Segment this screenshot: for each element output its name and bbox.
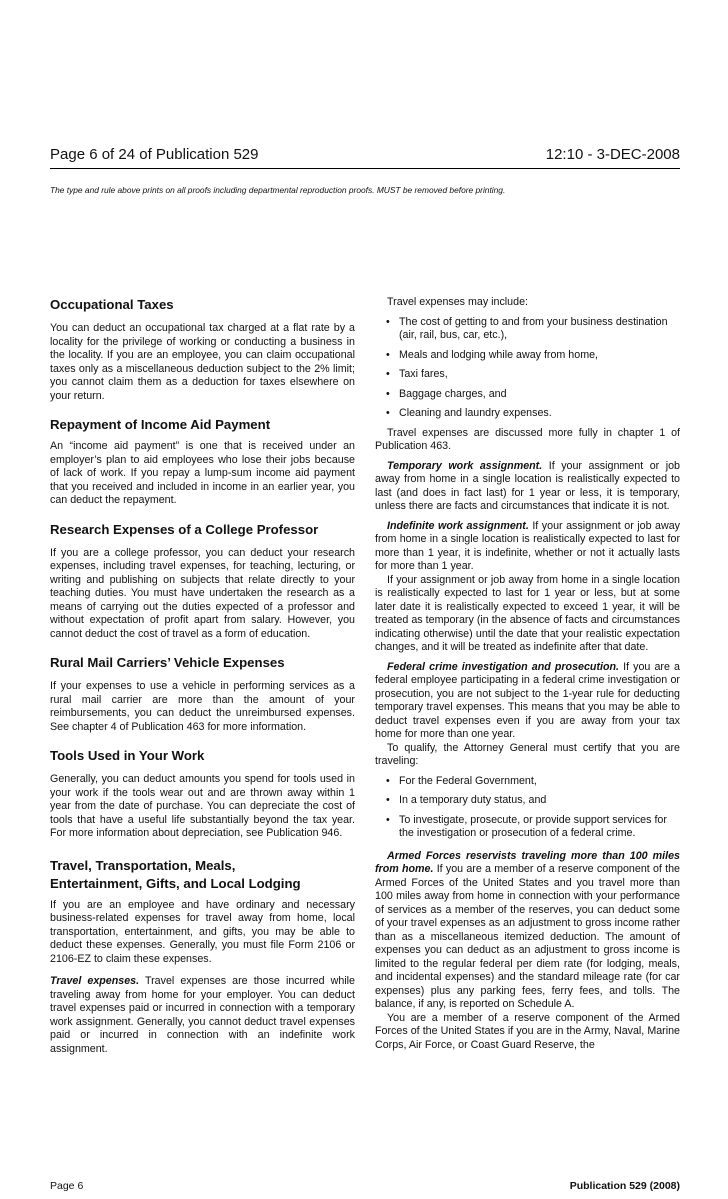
list-item: • Meals and lodging while away from home, [386,348,599,361]
footer-publication: Publication 529 (2008) [569,1180,680,1192]
travel-expenses-body: Travel expenses are those incurred while traveling away from home for your employer. You can deduct travel expenses paid or incurred in connection with a temporary work assignment. Generally, you cannot deduct travel expenses paid or incurred in connection with an indefinite work assignment. [50,975,355,1055]
indefinite-paragraph-2: If your assignment or job away from home in a single location is realistically expected to last for 1 year or less, but at some later date it is realistically expected to exceed 1 year, it will be treated as temporary (in the absence of facts and circumstances indicating otherwise) until the date that your realistic expectation changes, and it will be treated as indefinite after that date. [375,573,680,653]
list-item: • The cost of getting to and from your business destination (air, rail, bus, car, etc.), [386,315,668,341]
federal-paragraph [375,661,680,742]
section-heading-repayment: Repayment of Income Aid Payment [50,417,271,432]
list-item: • In a temporary duty status, and [386,794,547,806]
right-column [375,296,680,1052]
temporary-body: If your assignment or job away from home in a single location is realistically expected to last (and does in fact last) for 1 year or less, it is temporary, unless there are facts and circumstances that indicate it is not. [375,459,680,512]
qualify-paragraph: To qualify, the Attorney General must certify that you are traveling: [375,741,680,767]
bullet-icon: • [386,407,390,419]
bullet-icon: • [386,368,390,380]
running-header-right: 12:10 - 3-DEC-2008 [545,146,680,163]
section-heading-research: Research Expenses of a College Professor [50,521,319,537]
occupational-body: You can deduct an occupational tax charged at a flat rate by a locality for the privilege of working or conducting a business in the locality. If you are an employee, you can claim occupational taxes only as a miscellaneous deduction subject to the 2% limit; you cannot claim them as a deduction for taxes elsewhere on your return. [50,322,355,402]
rural-body: If your expenses to use a vehicle in performing services as a rural mail carrier are more than the amount of your reimbursements, you can deduct the unreimbursed expenses. See chapter 4 of Publication 463 for more information. [50,680,355,733]
section-heading-tools: Tools Used in Your Work [50,748,205,763]
armed-forces-body: If you are a member of a reserve component of the Armed Forces of the United States and you travel more than 100 miles away from home in connection with your performance of services as a member of the reserves, you can deduct some of your travel expenses as an adjustment to gross income rather than as a miscellaneous itemized deduction. The amount of expenses you can deduct as an adjustment to gross income is limited to the regular federal per diem rate (for lodging, meals, and incidental expenses) and the standard mileage rate (for car expenses) plus any parking fees, ferry fees, and tolls. The balance, if any, is reported on Schedule A. [375,863,680,1010]
federal-label: Federal crime investigation and prosecution. [387,660,619,673]
travel-body: If you are an employee and have ordinary and necessary business-related expenses for travel away from home, local transportation, entertainment, and gifts, you may be able to deduct these expenses. Generally, you must file Form 2106 or 2106-EZ to claim these expenses. [50,898,355,965]
list-item: • For the Federal Government, [386,774,537,787]
indefinite-body: If your assignment or job away from home in a single location is realistically expected to last for more than 1 year, it is indefinite, whether or not it actually lasts for more than 1 year. [375,519,680,572]
header-rule [50,168,680,169]
list-item: • Cleaning and laundry expenses. [386,407,552,419]
section-heading-occupational: Occupational Taxes [50,297,174,312]
running-header-left: Page 6 of 24 of Publication 529 [50,146,259,163]
bullet-icon: • [386,348,390,361]
repayment-body: An “income aid payment” is one that is received under an employer’s plan to aid employees who lose their jobs because of lack of work. If you repay a lump-sum income aid payment that you received and included in income in an earlier year, you can deduct the repayment. [50,440,355,506]
travel-expenses-paragraph [50,975,355,1056]
bullet-icon: • [386,813,390,826]
tools-body: Generally, you can deduct amounts you spend for tools used in your work if the tools wear out and are thrown away within 1 year from the date of purchase. You can depreciate the cost of tools that have a useful life substantially beyond the tax year. For more information about depreciation, see Publication 946. [50,773,355,839]
research-body: If you are a college professor, you can deduct your research expenses, including travel expenses, for teaching, lecturing, or writing and publishing on subjects that relate directly to your teaching duties. You must have undertaken the research as a means of carrying out the duties expected of a professor and without expectation of profit apart from salary. However, you cannot deduct the cost of travel as a form of education. [50,546,355,640]
footer-page-number: Page 6 [50,1180,84,1192]
left-column [50,296,355,1056]
travel-may-include: Travel expenses may include: [387,296,528,308]
indefinite-label: Indefinite work assignment. [387,519,529,532]
section-heading-rural: Rural Mail Carriers’ Vehicle Expenses [50,655,285,670]
armed-forces-label: Armed Forces reservists traveling more than 100 miles from home. [375,849,680,875]
armed-forces-paragraph [375,850,680,1012]
bullet-icon: • [386,387,390,400]
section-heading-travel-1: Travel, Transportation, Meals, [50,857,236,873]
proof-note: The type and rule above prints on all proofs including departmental reproduction proofs. MUST be removed before printing. [50,185,506,195]
qualify-list [375,775,680,841]
list-item: • Taxi fares, [386,368,448,380]
temporary-paragraph [375,460,680,514]
indefinite-paragraph [375,520,680,574]
travel-expenses-label: Travel expenses. [50,975,140,987]
reserve-paragraph: You are a member of a reserve component of the Armed Forces of the United States if you are in the Army, Naval, Marine Corps, Air Force, or Coast Guard Reserve, the [375,1011,680,1051]
temporary-label: Temporary work assignment. [387,459,543,472]
bullet-icon: • [386,794,390,806]
discussed-paragraph: Travel expenses are discussed more fully in chapter 1 of Publication 463. [375,426,680,452]
list-item: • Baggage charges, and [386,387,507,400]
federal-body: If you are a federal employee participating in a federal crime investigation or prosecution, you are not subject to the 1-year rule for deducting temporary travel expenses. This means that you may be able to deduct travel expenses even if you are away from your tax home for more than one year. [375,660,680,740]
bullet-icon: • [386,315,390,328]
list-item: • To investigate, prosecute, or provide support services for the investigation or prosecution of a federal crime. [386,813,667,839]
section-heading-travel-2: Entertainment, Gifts, and Local Lodging [50,875,301,891]
travel-expense-list [375,316,680,421]
bullet-icon: • [386,774,390,787]
